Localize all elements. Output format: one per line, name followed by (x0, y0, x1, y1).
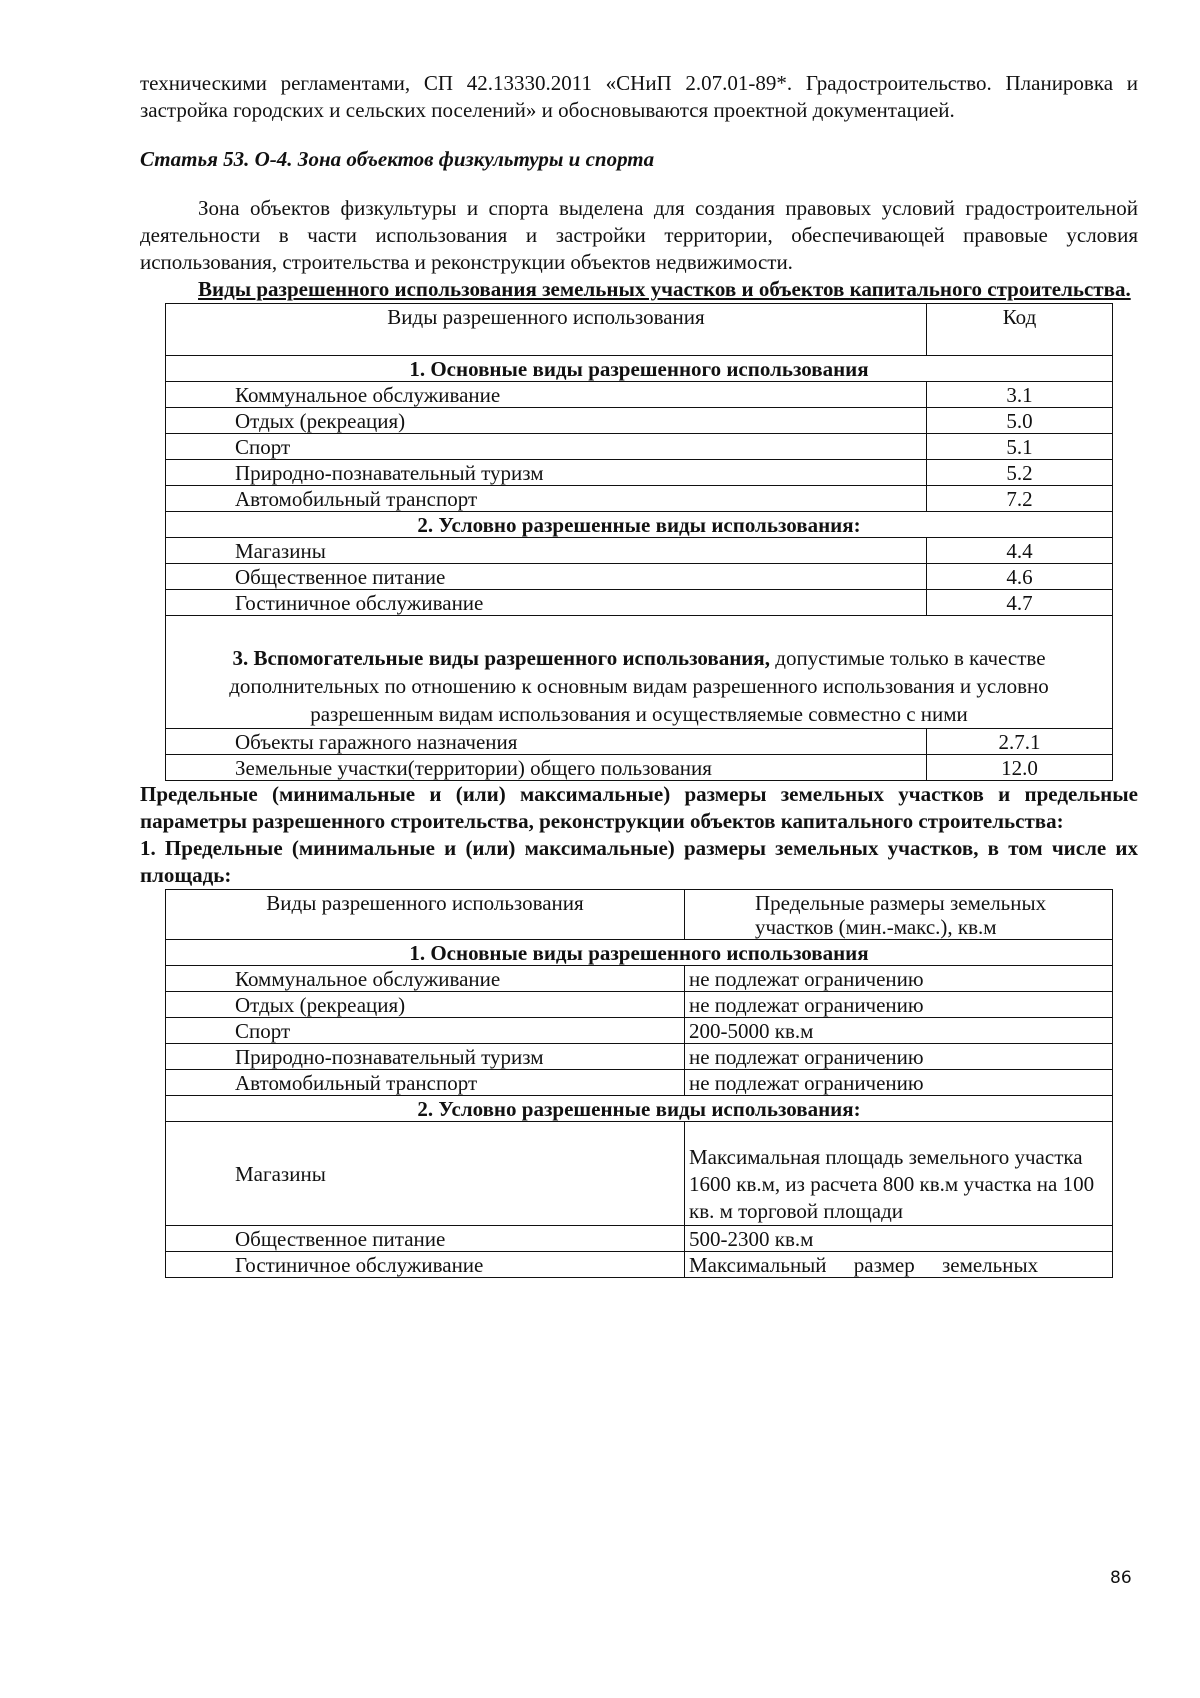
use-code: 4.7 (927, 590, 1113, 616)
use-name: Коммунальное обслуживание (166, 382, 927, 408)
use-code: 12.0 (927, 755, 1113, 781)
article-title: Статья 53. О-4. Зона объектов физкультуры и спорта (140, 147, 655, 171)
use-name: Коммунальное обслуживание (166, 966, 685, 992)
uses-heading: Виды разрешенного использования земельных участков и объектов капитального строительства. (198, 277, 1131, 301)
table-row (166, 434, 1113, 460)
limit-value: не подлежат ограничению (685, 992, 1113, 1018)
use-code: 5.0 (927, 408, 1113, 434)
table-row (166, 1070, 1113, 1096)
section-3-title-bold: 3. Вспомогательные виды разрешенного использования, (232, 646, 771, 670)
section-row (166, 512, 1113, 538)
use-name: Магазины (166, 1122, 685, 1226)
use-code: 5.2 (927, 460, 1113, 486)
limits-subheading: 1. Предельные (минимальные и (или) максимальные) размеры земельных участков, в том числе их площадь: (140, 836, 1138, 887)
limit-value: не подлежат ограничению (685, 1070, 1113, 1096)
section-row (166, 356, 1113, 382)
use-code: 2.7.1 (927, 729, 1113, 755)
table-row (166, 460, 1113, 486)
use-code: 7.2 (927, 486, 1113, 512)
use-name: Общественное питание (166, 564, 927, 590)
limit-value: 200-5000 кв.м (685, 1018, 1113, 1044)
use-name: Гостиничное обслуживание (166, 590, 927, 616)
use-name: Земельные участки(территории) общего пользования (166, 755, 927, 781)
table-row (166, 1226, 1113, 1252)
table-row (166, 1122, 1113, 1226)
table-row (166, 538, 1113, 564)
table-header-row (166, 890, 1113, 940)
section-row (166, 940, 1113, 966)
section-2-title: 2. Условно разрешенные виды использования: (166, 1096, 1113, 1122)
article-description: Зона объектов физкультуры и спорта выделена для создания правовых условий градостроительной деятельности в части использования и застройки территории, обеспечивающей правовые условия использования, строительства и реконструкции объектов недвижимости. (140, 196, 1138, 274)
limit-value: не подлежат ограничению (685, 1044, 1113, 1070)
section-1-title: 1. Основные виды разрешенного использования (166, 940, 1113, 966)
section-2-title: 2. Условно разрешенные виды использования: (166, 512, 1113, 538)
header-use-cell: Виды разрешенного использования (166, 890, 685, 940)
table-row (166, 564, 1113, 590)
use-name: Спорт (166, 434, 927, 460)
use-code: 4.4 (927, 538, 1113, 564)
header-code-cell: Код (927, 304, 1113, 356)
header-use-cell: Виды разрешенного использования (166, 304, 927, 356)
limit-value: не подлежат ограничению (685, 966, 1113, 992)
use-name: Автомобильный транспорт (166, 1070, 685, 1096)
table-row (166, 729, 1113, 755)
limit-value: Максимальная площадь земельного участка 1600 кв.м, из расчета 800 кв.м участка на 100 кв. м торговой площади (685, 1122, 1113, 1226)
table-row (166, 992, 1113, 1018)
plot-size-limits-table (165, 889, 1113, 1278)
intro-paragraph: техническими регламентами, СП 42.13330.2011 «СНиП 2.07.01-89*. Градостроительство. Планировка и застройка городских и сельских поселений» и обосновываются проектной документацией. (140, 71, 1138, 122)
limit-value: 500-2300 кв.м (685, 1226, 1113, 1252)
table-row (166, 408, 1113, 434)
permitted-uses-table (165, 303, 1113, 781)
section-row (166, 616, 1113, 729)
table-row (166, 590, 1113, 616)
use-name: Объекты гаражного назначения (166, 729, 927, 755)
use-name: Магазины (166, 538, 927, 564)
header-limits-cell: Предельные размеры земельных участков (мин.-макс.), кв.м (685, 890, 1113, 940)
section-1-title: 1. Основные виды разрешенного использования (166, 356, 1113, 382)
document-page (140, 70, 1138, 1278)
use-name: Автомобильный транспорт (166, 486, 927, 512)
use-name: Природно-познавательный туризм (166, 1044, 685, 1070)
use-code: 3.1 (927, 382, 1113, 408)
use-name: Спорт (166, 1018, 685, 1044)
use-name: Природно-познавательный туризм (166, 460, 927, 486)
use-code: 5.1 (927, 434, 1113, 460)
table-row (166, 382, 1113, 408)
table-row (166, 486, 1113, 512)
table-row (166, 1018, 1113, 1044)
section-3-title-rest: допустимые только в качестве дополнительных по отношению к основным видам разрешенного использования и условно разрешенным видам использования и осуществляемые совместно с ними (229, 646, 1049, 726)
limit-value: Максимальный размер земельных (685, 1252, 1113, 1278)
section-row (166, 1096, 1113, 1122)
use-name: Отдых (рекреация) (166, 408, 927, 434)
use-name: Гостиничное обслуживание (166, 1252, 685, 1278)
table-row (166, 1044, 1113, 1070)
page-number: 86 (1110, 1568, 1132, 1588)
use-name: Общественное питание (166, 1226, 685, 1252)
section-3-title (166, 616, 1113, 729)
table-row (166, 755, 1113, 781)
use-name: Отдых (рекреация) (166, 992, 685, 1018)
table-row (166, 966, 1113, 992)
use-code: 4.6 (927, 564, 1113, 590)
table-header-row (166, 304, 1113, 356)
limits-heading: Предельные (минимальные и (или) максимальные) размеры земельных участков и предельные параметры разрешенного строительства, реконструкции объектов капитального строительства: (140, 782, 1138, 833)
table-row (166, 1252, 1113, 1278)
